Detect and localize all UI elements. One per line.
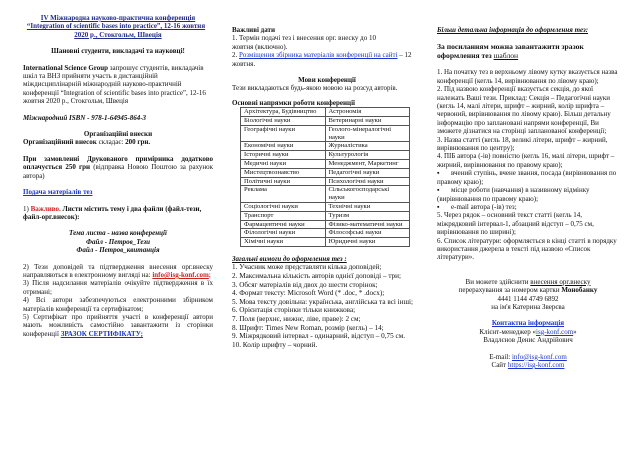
bullet-icon: ▪ (437, 202, 440, 211)
table-cell: Історичні науки (241, 151, 326, 160)
bullet-icon: ▪ (437, 169, 440, 178)
payment-text: Ви можете здійснити (465, 277, 531, 286)
table-row (241, 117, 410, 126)
manager-site-link[interactable]: isg-konf.com (536, 327, 574, 336)
submission-link[interactable]: Подача матеріалів тез (23, 188, 93, 197)
bullet-icon: ▪ (437, 186, 440, 195)
fee-label: Організаційний внесок (23, 138, 99, 147)
table-cell: Ветеринарні науки (325, 117, 410, 126)
step-2-end: ; (208, 270, 211, 279)
list-item: 3. Назва статті (кегль 18, великі літери, шрифт – жирний, вирівнювання по центру); (437, 135, 608, 153)
contacts-link[interactable]: Контактна інформація (491, 319, 565, 328)
template-paragraph (437, 42, 619, 60)
format-bullets (437, 169, 619, 211)
table-cell: Транспорт (241, 211, 326, 220)
table-cell: Юридичні науки (325, 238, 410, 247)
table-cell: Культурологія (325, 151, 410, 160)
fee-mid: складає: (98, 138, 126, 147)
manager-end: » (573, 327, 577, 336)
table-row (241, 229, 410, 238)
table-cell: Журналістика (325, 142, 410, 151)
table-row (241, 177, 410, 186)
conference-title-link[interactable] (23, 14, 213, 39)
step-1-num: 1) (23, 204, 31, 213)
certificate-sample-link[interactable]: ЗРАЗОК СЕРТИФІКАТУ; (60, 329, 143, 338)
table-row (241, 186, 410, 203)
table-row (241, 168, 410, 177)
bullet-text: місце роботи (навчання) в називному відмінку (вирівнювання по правому краю); (437, 186, 590, 203)
isbn: Міжнародний ISBN - 978-1-64945-864-3 (23, 113, 147, 122)
list-item: 5. Через рядок – основний текст статті (кегль 14, міжрядковий інтервал-1, абзацний відступ – 0,75 см, вирівнювання по ширині); (437, 211, 594, 237)
table-cell: Філософські науки (325, 229, 410, 238)
list-item: 9. Міжрядковий інтервал - одинарний, відступ – 0,75 см. (232, 332, 406, 341)
site-line (437, 361, 619, 369)
title-line-1[interactable]: IV Міжнародна науково-практична конференція (40, 14, 196, 22)
table-cell: Менеджмент, Маркетинг (325, 160, 410, 169)
title-line-3[interactable]: 2020 р., Стокгольм, Швеція (74, 30, 162, 39)
table-cell: Фармацевтичні науки (241, 220, 326, 229)
list-item: 7. Поля (верхнє, нижнє, ліве, праве): 2 см; (232, 314, 361, 323)
manager-line (437, 328, 619, 336)
fee-line (23, 138, 213, 146)
bullet-item (437, 186, 619, 203)
list-item: 5. Мова тексту довільна: українська, англійська та всі інші; (232, 297, 414, 306)
directions-heading: Основні напрямки роботи конференції (232, 98, 355, 107)
file-1: Файл - Петров_Тези (86, 237, 150, 246)
bullet-text: e-mail автора (-ів) тез; (451, 202, 517, 211)
print-rest: (відправка Новою Поштою за рахунок автора) (23, 163, 214, 180)
table-cell: Геолого-мінералогічні науки (325, 125, 410, 142)
more-info-heading: Більш детальна інформація до оформлення тез: (437, 26, 589, 34)
site-label: Сайт (491, 361, 508, 369)
file-2: Файл - Петров_квитанція (76, 246, 160, 255)
table-cell: Хімічні науки (241, 238, 326, 247)
date-2-rest: – 12 жовтня. (232, 51, 412, 68)
important-label: Важливо. (30, 204, 61, 213)
format-list-1 (437, 68, 619, 169)
list-item: 2. Під назвою конференції вказується секція, до якої належать Ваші тези. Приклад: Секція – Педагогічні науки (кегль 14, малі літери, шрифт – жирний, колір шрифта – червоний, вирівнювання по лівому краю). Більш детальну інформацію про заплановані напрями конференції, Ви зможете дізнатися на сторінці запланованої конференції; (437, 85, 611, 136)
greeting: Шановні студенти, викладачі та науковці! (51, 47, 185, 56)
list-item: 6. Орієнтація сторінки тільки книжкова; (232, 306, 356, 315)
list-item: 1. Учасник може представляти кілька доповідей; (232, 263, 382, 272)
site-link[interactable]: https://isg-konf.com (507, 361, 565, 369)
table-row (241, 151, 410, 160)
email-line (437, 353, 619, 361)
date-2 (232, 51, 422, 68)
list-item: 4. ПІБ автора (-ів) повністю (кегль 16, малі літери, шрифт – жирний, вирівнювання по правому краю); (437, 152, 615, 169)
bank-name: Монобанку (561, 286, 598, 295)
column-left (23, 0, 213, 338)
table-cell: Мистецтвознавство (241, 168, 326, 177)
languages-heading: Мови конференції (298, 76, 356, 85)
email-label: E-mail: (489, 352, 512, 361)
fee-value: 200 грн. (125, 138, 151, 147)
fees-heading: Організаційні внески (83, 130, 153, 139)
date-2-num: 2. (232, 51, 239, 60)
directions-table (240, 107, 410, 247)
payment-line-1 (437, 278, 619, 286)
submission-email-link[interactable]: info@isg-konf.com (152, 270, 209, 279)
table-cell: Реклама (241, 186, 326, 203)
table-row (241, 238, 410, 247)
step-5-text: 5) Сертифікат про прийняття участі в конференції автори мають можливість самостійно завантажити із сторінки конференції (23, 312, 213, 338)
payment-fee: внесення орг.внеску (530, 277, 591, 286)
table-cell: Психологічні науки (325, 177, 410, 186)
step-2 (23, 263, 213, 280)
payment-card-text: перерахування за номером картки (458, 286, 562, 295)
table-cell: Астрономія (325, 108, 410, 117)
languages-text: Тези викладаються будь-якою мовою на розсуд авторів. (232, 84, 398, 93)
table-row (241, 108, 410, 117)
step-2-text: 2) Тези доповідей та підтвердження внесення орг.внеску направляються в електронному вигляді на: (23, 262, 213, 279)
table-row (241, 211, 410, 220)
contact-email-link[interactable]: info@isg-konf.com (511, 352, 567, 361)
step-3: 3) Після надсилання матеріалів очікуйте підтвердження в їх отримані; (23, 279, 213, 296)
table-cell: Туризм (325, 211, 410, 220)
template-text: За посиланням можна завантажити зразок оформлення тез (437, 42, 584, 61)
table-cell: Сільськогосподарські науки (325, 186, 410, 203)
table-cell: Філологічні науки (241, 229, 326, 238)
requirements-heading: Загальні вимоги до оформлення тез : (232, 255, 347, 263)
bullet-item (437, 203, 619, 211)
template-link[interactable]: шаблон (493, 51, 519, 61)
table-row (241, 160, 410, 169)
table-cell: Географічні науки (241, 125, 326, 142)
table-cell: Фізико-математичні науки (325, 220, 410, 229)
list-item: 2. Максимальна кількість авторів однієї доповіді – три; (232, 272, 401, 280)
column-right (437, 0, 619, 369)
org-name: International Science Group (23, 63, 109, 72)
table-cell: Технічні науки (325, 203, 410, 212)
requirements-list (232, 263, 422, 349)
step-5 (23, 313, 213, 338)
step-1 (23, 205, 213, 222)
date-1: 1. Термін подачі тез і внесення орг. внеску до 10 жовтня (включно). (232, 34, 376, 51)
intro-text: запрошує студентів, викладачів шкіл та ВНЗ прийняти участь в дистанційній міждисциплінарній міжнародній науково-практичній конференції “Integration of scientific bases into practice”, 12-16 жовтня 2020 р., Стокгольм, Швеція (23, 63, 206, 106)
format-list-2 (437, 211, 619, 261)
card-number: 4441 1144 4749 6892 (497, 294, 559, 303)
table-cell: Архітектура, Будівництво (241, 108, 326, 117)
email-subject: Тема листа - назва конференції (69, 229, 167, 238)
step-4: 4) Всі автори забезпечуються електронними збірником матеріалів конференції та сертифікатом; (23, 296, 213, 313)
table-cell: Медичні науки (241, 160, 326, 169)
table-row (241, 203, 410, 212)
table-row (241, 142, 410, 151)
column-middle (232, 0, 422, 349)
print-bold: При замовленні Друкованого примірника додатково оплачується 250 грн (23, 154, 213, 172)
step-1-text: Листи містить тему і два файли (файл-тези, файл-орг.внесок): (23, 204, 202, 221)
list-item: 10. Колір шрифту – чорний. (232, 340, 318, 349)
table-cell: Політичні науки (241, 177, 326, 186)
dates-heading: Важливі дати (232, 26, 276, 34)
list-item: 3. Обсяг матеріалів від двох до шести сторінок; (232, 280, 378, 289)
list-item: 8. Шрифт: Times New Roman, розмір (кегль) – 14; (232, 323, 384, 332)
recipient-name: на ім'я Катерина Зверєва (491, 302, 565, 311)
list-item: 4. Формат тексту: Microsoft Word (* .doc, * .docx); (232, 289, 385, 298)
table-cell: Соціологічні науки (241, 203, 326, 212)
table-row (241, 220, 410, 229)
table-cell: Економічні науки (241, 142, 326, 151)
intro-paragraph (23, 64, 213, 106)
table-cell: Біологічні науки (241, 117, 326, 126)
table-cell: Педагогічні науки (325, 168, 410, 177)
bullet-item (437, 169, 619, 186)
payment-line-2 (437, 286, 619, 294)
proceedings-link[interactable]: Розміщення збірника матеріалів конференції на сайті (239, 51, 398, 60)
print-copy-note (23, 155, 213, 180)
list-item: 6. Список літератури: оформляється в кінці статті в порядку використання джерела в тексті під назвою «Список літератури». (437, 236, 617, 262)
manager-name: Владлєнов Денис Андрійович (483, 336, 573, 345)
list-item: 1. На початку тез в верхньому лівому кутку вказується назва конференції (кегль 14, вирівнювання по лівому краю); (437, 68, 618, 85)
manager-label: Клієнт-менеджер « (479, 327, 537, 336)
title-line-2[interactable]: “Integration of scientific bases into practice”, 12-16 жовтня (26, 22, 206, 31)
bullet-text: вчений ступінь, вчене звання, посада (вирівнювання по правому краю); (437, 169, 617, 186)
table-row (241, 125, 410, 142)
